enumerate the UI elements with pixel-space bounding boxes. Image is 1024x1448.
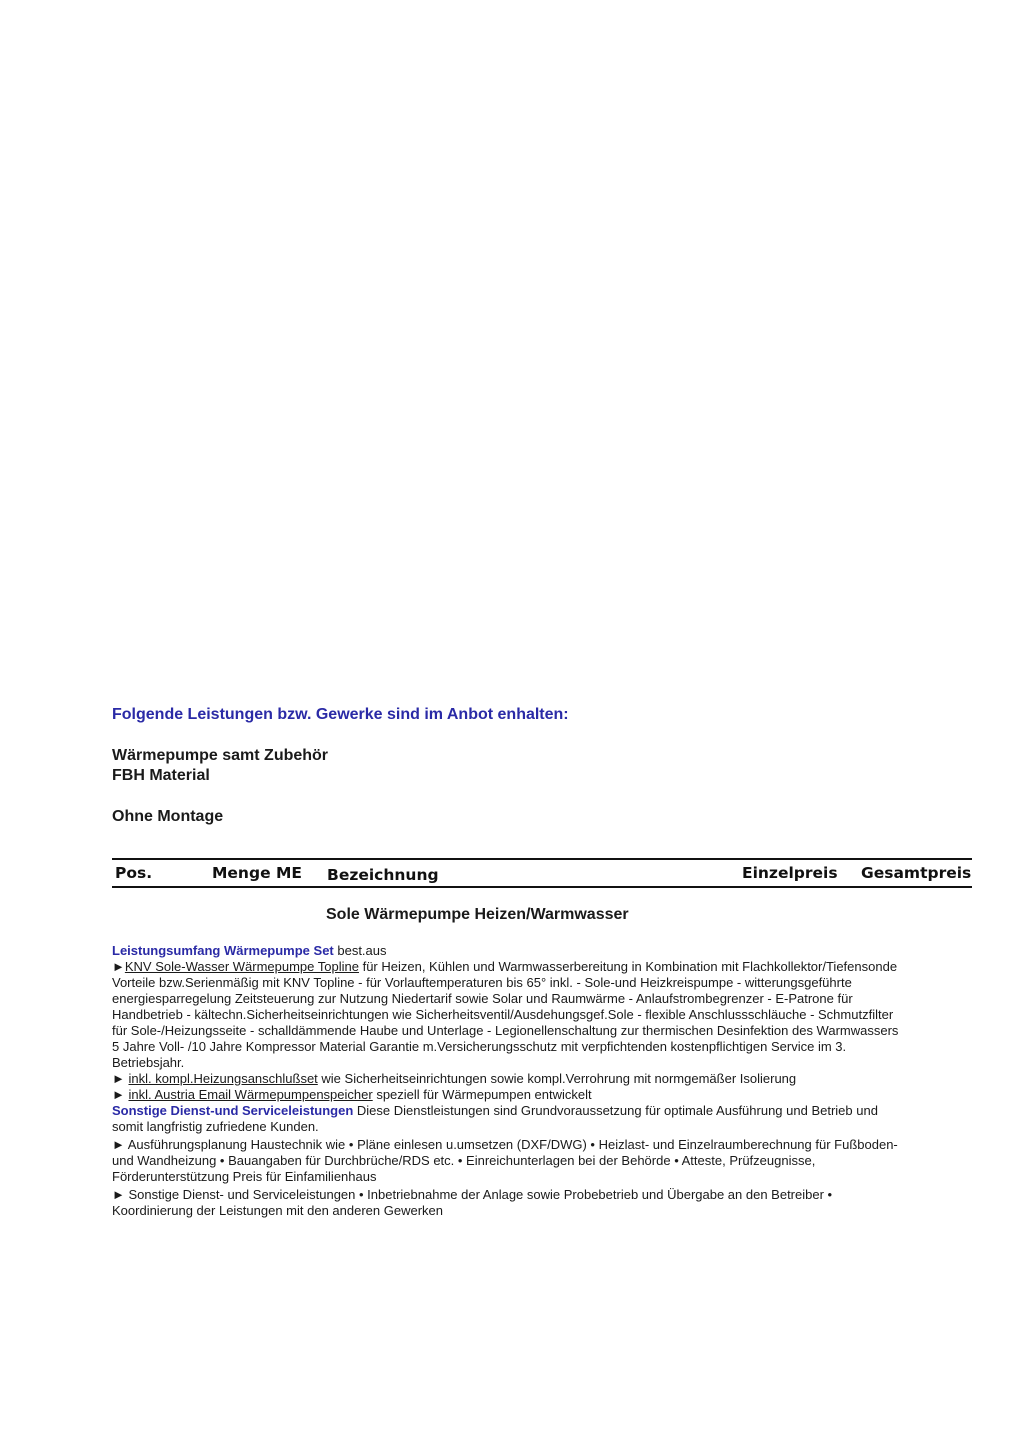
scope-suffix: best.aus xyxy=(333,943,387,958)
section-title: Sole Wärmepumpe Heizen/Warmwasser xyxy=(326,906,629,923)
column-header-einzelpreis: Einzelpreis xyxy=(742,864,838,882)
paragraph-heatpump xyxy=(112,959,902,975)
storage-text: speziell für Wärmepumpen entwickelt xyxy=(372,1087,592,1102)
paragraph-advantages: Vorteile bzw.Serienmäßig mit KNV Topline - für Vorlauftemperaturen bis 65° inkl. - Sole-und Heizkreispumpe - witterungsgeführte energiesparregelung Zeitsteuerung zur Nutzung Niedertarif sowie Solar und Raumwärme - Anlaufstrombegrenzer - E-Patrone für Handbetrieb - kältechn.Sicherheitseinrichtungen wie Sicherheitsventil/Ausdehungsgef.Sole - flexible Anschlussschläuche - Schmutzfilter für Sole-/Heizungsseite - schalldämmende Haube und Unterlage - Legionellenschaltung zur thermischen Desinfektion des Warmwassers 5 Jahre Voll- /10 Jahre Kompressor Material Garantie m.Versicherungsschutz mit verpfichtenden kostenpflichtigen Service im 3. Betriebsjahr. xyxy=(112,975,899,1070)
paragraph-scope xyxy=(112,943,902,959)
arrow-icon: ► xyxy=(112,1087,129,1102)
connection-set-link: inkl. kompl.Heizungsanschlußset xyxy=(128,1071,318,1086)
scope-line-fbh: FBH Material xyxy=(112,767,210,784)
connection-set-text: wie Sicherheitseinrichtungen sowie kompl.Verrohrung mit normgemäßer Isolierung xyxy=(317,1071,797,1086)
heatpump-text: für Heizen, Kühlen und Warmwasserbereitung in Kombination mit Flachkollektor/Tiefensonde xyxy=(358,959,898,974)
scope-line-montage: Ohne Montage xyxy=(112,808,224,825)
column-header-pos: Pos. xyxy=(115,864,153,882)
intro-heading: Folgende Leistungen bzw. Gewerke sind im Anbot enhalten: xyxy=(112,706,569,723)
arrow-icon: ► xyxy=(112,959,125,974)
paragraph-commissioning: ► Sonstige Dienst- und Serviceleistungen • Inbetriebnahme der Anlage sowie Probebetrieb und Übergabe an den Betreiber • Koordinierung der Leistungen mit den anderen Gewerken xyxy=(112,1187,833,1218)
paragraph-connection-set xyxy=(112,1071,902,1087)
services-title: Sonstige Dienst-und Serviceleistungen xyxy=(112,1103,354,1118)
services-text: Diese Dienstleistungen sind Grundvoraussetzung für optimale Ausführung und Betrieb und somit langfristig zufriedene Kunden. xyxy=(112,1103,878,1134)
paragraph-storage xyxy=(112,1087,902,1103)
table-header xyxy=(112,858,972,888)
scope-title: Leistungsumfang Wärmepumpe Set xyxy=(112,943,334,958)
column-header-menge: Menge xyxy=(212,864,271,882)
arrow-icon: ► xyxy=(112,1071,129,1086)
storage-link: inkl. Austria Email Wärmepumpenspeicher xyxy=(128,1087,373,1102)
column-header-bezeichnung: Bezeichnung xyxy=(327,866,439,884)
scope-line-heatpump: Wärmepumpe samt Zubehör xyxy=(112,747,329,764)
paragraph-planning: ► Ausführungsplanung Haustechnik wie • Pläne einlesen u.umsetzen (DXF/DWG) • Heizlast- und Einzelraumberechnung für Fußboden-und Wandheizung • Bauangaben für Durchbrüche/RDS etc. • Einreichunterlagen bei der Behörde • Atteste, Prüfzeugnisse, Förderunterstützung Preis für Einfamilienhaus xyxy=(112,1137,898,1184)
column-header-gesamtpreis: Gesamtpreis xyxy=(861,864,972,882)
column-header-me: ME xyxy=(276,864,303,882)
item-description xyxy=(112,943,902,1219)
paragraph-services xyxy=(112,1103,902,1135)
heatpump-link: KNV Sole-Wasser Wärmepumpe Topline xyxy=(124,959,359,974)
